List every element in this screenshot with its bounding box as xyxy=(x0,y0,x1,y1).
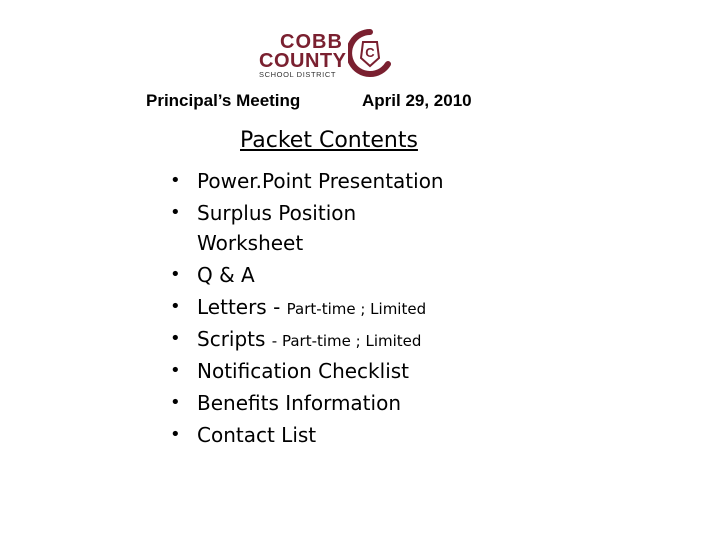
bullet: • xyxy=(170,424,181,445)
list-item xyxy=(170,292,590,324)
item-text: Scripts xyxy=(197,327,272,351)
item-text: Notification Checklist xyxy=(197,359,410,383)
list-item xyxy=(170,420,590,452)
district-seal-icon xyxy=(348,28,392,78)
item-text: Benefits Information xyxy=(197,391,401,415)
list-item xyxy=(170,356,590,388)
bullet: • xyxy=(170,202,181,223)
list-item xyxy=(170,324,590,356)
bullet: • xyxy=(170,264,181,285)
bullet: • xyxy=(170,296,181,317)
bullet: • xyxy=(170,328,181,349)
list-item xyxy=(170,388,590,420)
item-subtext: - Part-time ; Limited xyxy=(271,332,422,350)
list-item xyxy=(170,198,387,260)
packet-heading: Packet Contents xyxy=(240,128,418,153)
item-subtext: Part-time ; Limited xyxy=(286,300,427,318)
list-item xyxy=(170,260,590,292)
item-text: Power.Point Presentation xyxy=(197,169,444,193)
cobb-county-school-district-logo xyxy=(256,28,392,80)
item-text: Surplus Position Worksheet xyxy=(197,201,357,255)
seal-letter: C xyxy=(365,45,375,60)
item-text: Q & A xyxy=(197,263,255,287)
logo-line-1: COBB xyxy=(280,31,343,53)
logo-line-3: SCHOOL DISTRICT xyxy=(259,70,337,79)
meeting-title: Principal’s Meeting xyxy=(146,91,301,110)
packet-contents-list xyxy=(170,166,590,452)
bullet: • xyxy=(170,170,181,191)
item-text: Contact List xyxy=(197,423,317,447)
bullet: • xyxy=(170,360,181,381)
logo-line-2: COUNTY xyxy=(259,50,347,72)
item-text: Letters - xyxy=(197,295,287,319)
list-item xyxy=(170,166,590,198)
bullet: • xyxy=(170,392,181,413)
meeting-date: April 29, 2010 xyxy=(362,91,472,110)
